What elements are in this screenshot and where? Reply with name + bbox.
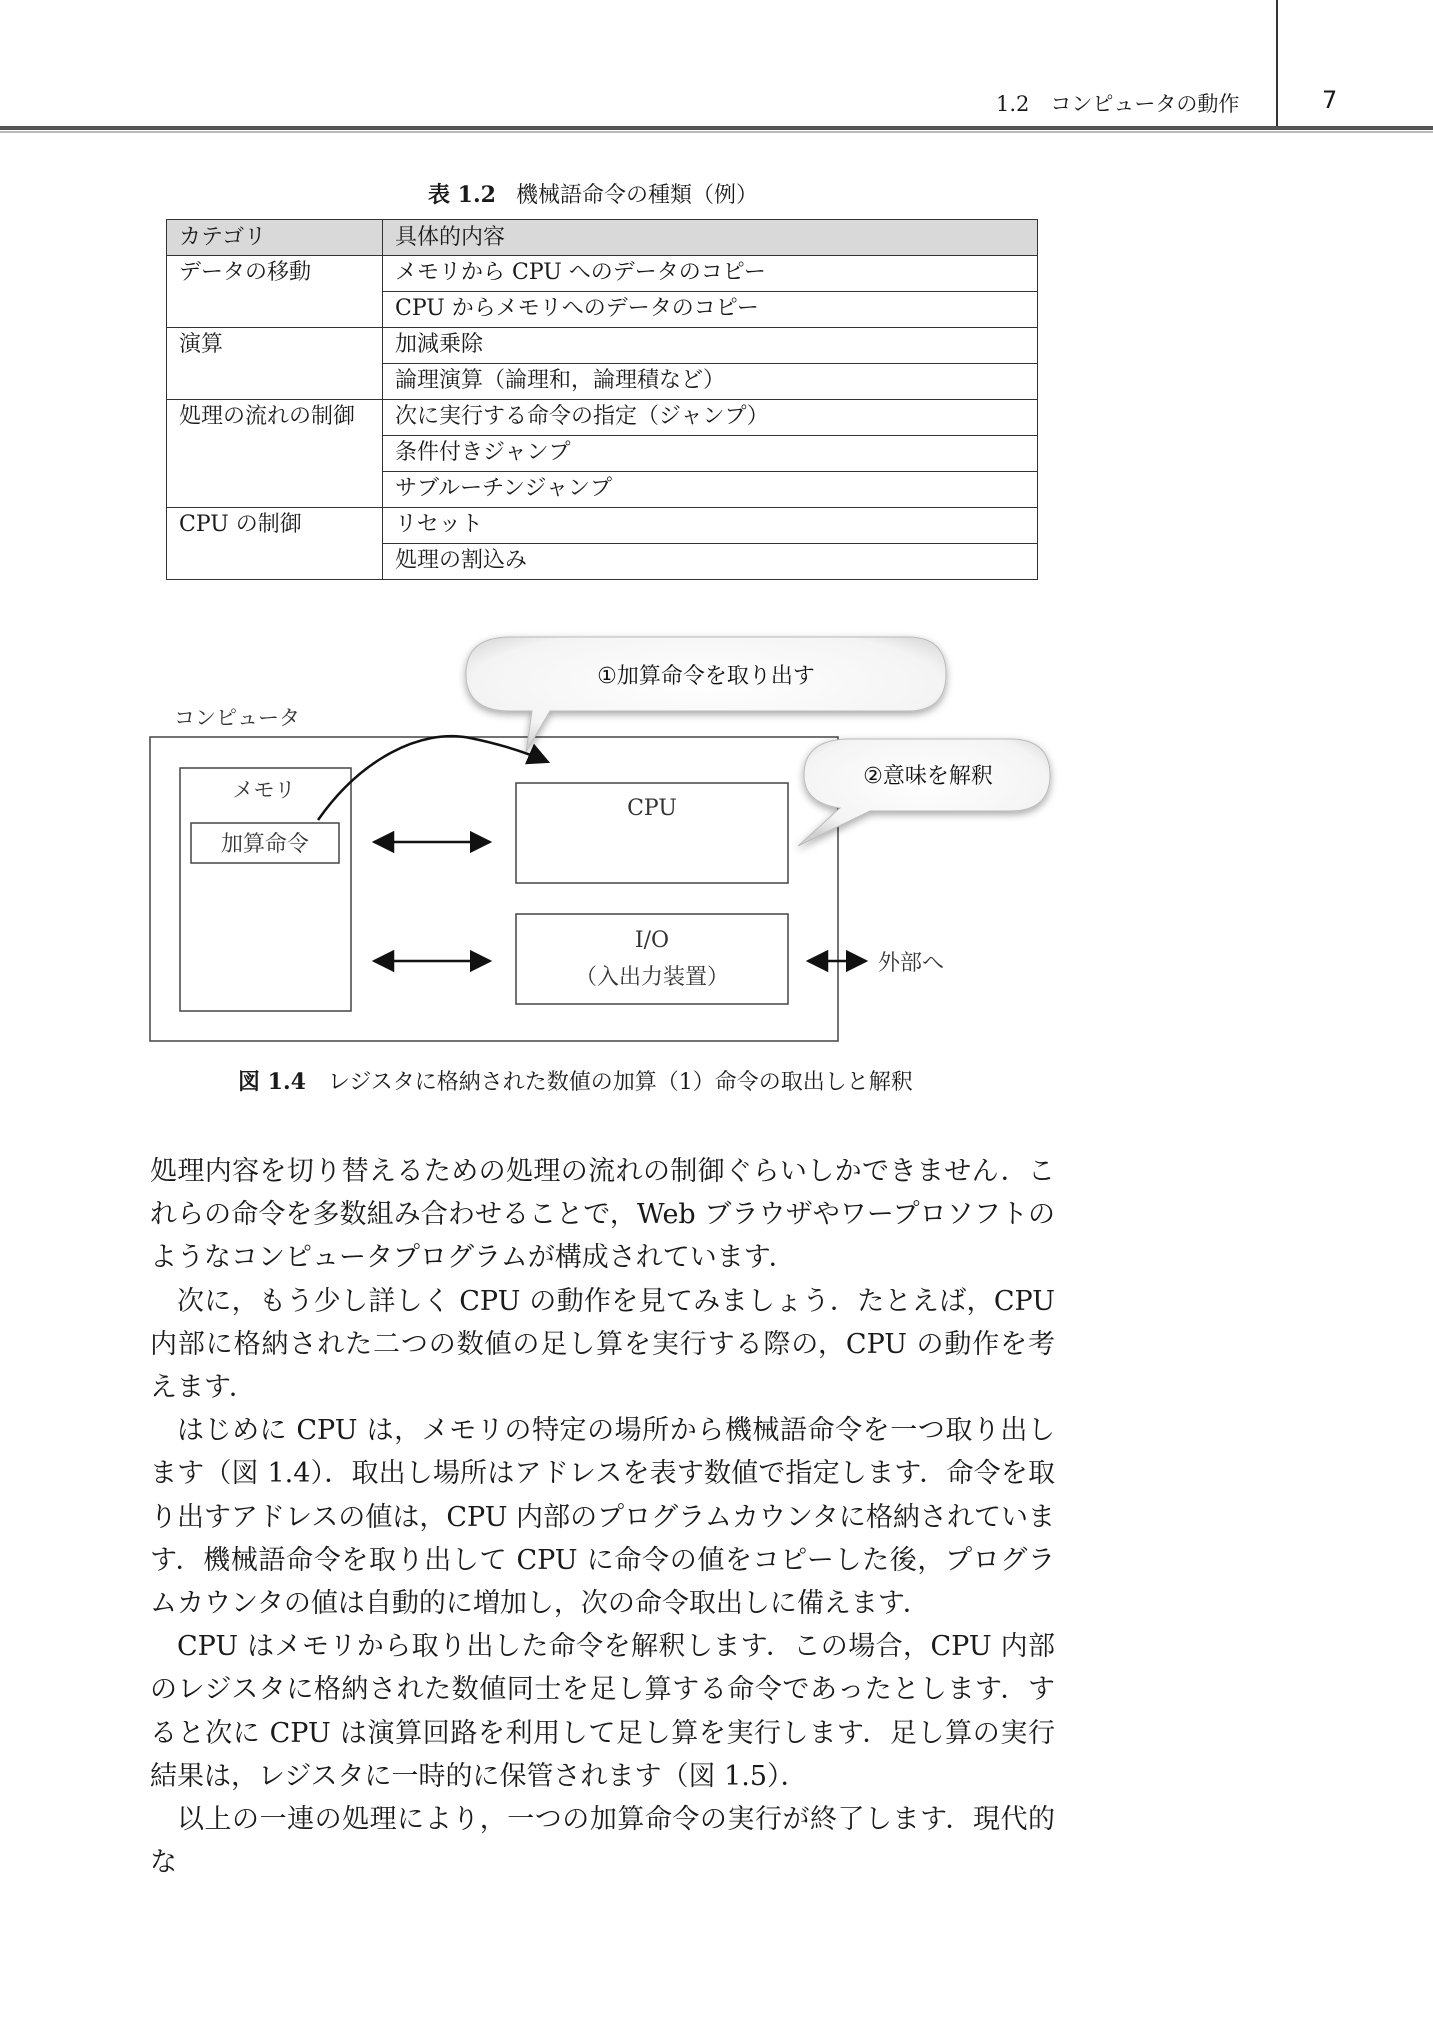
figure-caption bbox=[238, 1065, 913, 1096]
table-caption-title: 機械語命令の種類（例） bbox=[515, 183, 758, 208]
header-rule bbox=[0, 126, 1433, 130]
figure-caption-number: 図 1.4 bbox=[238, 1069, 306, 1095]
paragraph: 処理内容を切り替えるための処理の流れの制御ぐらいしかできません．これらの命令を多数組み合わせることで，Web ブラウザやワープロソフトのようなコンピュータプログラムが構成されています． bbox=[150, 1156, 1055, 1274]
header-vertical-rule bbox=[1276, 0, 1278, 128]
content-cell: 条件付きジャンプ bbox=[383, 436, 1038, 472]
table-row bbox=[167, 508, 1038, 544]
io-sublabel: （入出力装置） bbox=[574, 965, 730, 990]
header-rule-shadow bbox=[0, 131, 1433, 133]
content-cell: 処理の割込み bbox=[383, 544, 1038, 580]
table-row bbox=[167, 256, 1038, 292]
memory-box bbox=[180, 768, 351, 1011]
running-header-section: 1.2 コンピュータの動作 bbox=[996, 92, 1240, 116]
fetch-bubble bbox=[466, 637, 946, 752]
external-label: 外部へ bbox=[878, 951, 945, 976]
content-cell: メモリから CPU へのデータのコピー bbox=[383, 256, 1038, 292]
paragraph: 以上の一連の処理により，一つの加算命令の実行が終了します．現代的な bbox=[150, 1804, 1055, 1879]
table-header-row bbox=[167, 220, 1038, 256]
table-row bbox=[167, 328, 1038, 364]
body-text bbox=[150, 1150, 1055, 1884]
category-cell: CPU の制御 bbox=[167, 508, 383, 580]
figure-caption-title: レジスタに格納された数値の加算（1）命令の取出しと解釈 bbox=[327, 1070, 913, 1095]
fetch-arrow bbox=[318, 736, 548, 820]
page-number: 7 bbox=[1322, 86, 1338, 114]
content-cell: 論理演算（論理和，論理積など） bbox=[383, 364, 1038, 400]
table-caption bbox=[428, 178, 758, 209]
category-cell: 演算 bbox=[167, 328, 383, 400]
decode-bubble bbox=[798, 739, 1050, 846]
paragraph: はじめに CPU は，メモリの特定の場所から機械語命令を一つ取り出します（図 1.4）．取出し場所はアドレスを表す数値で指定します．命令を取り出すアドレスの値は，CPU 内部のプログラムカウンタに格納されています．機械語命令を取り出して CPU に命令の値をコピーした後，プログラムカウンタの値は自動的に増加し，次の命令取出しに備えます． bbox=[150, 1415, 1055, 1620]
computer-label: コンピュータ bbox=[174, 706, 300, 730]
instruction-types-table bbox=[166, 219, 1038, 580]
content-cell: リセット bbox=[383, 508, 1038, 544]
content-cell: サブルーチンジャンプ bbox=[383, 472, 1038, 508]
category-cell: データの移動 bbox=[167, 256, 383, 328]
content-cell: 加減乗除 bbox=[383, 328, 1038, 364]
paragraph: 次に，もう少し詳しく CPU の動作を見てみましょう．たとえば，CPU 内部に格納された二つの数値の足し算を実行する際の，CPU の動作を考えます． bbox=[150, 1285, 1055, 1404]
fetch-bubble-text: ①加算命令を取り出す bbox=[597, 664, 815, 689]
content-cell: 次に実行する命令の指定（ジャンプ） bbox=[383, 400, 1038, 436]
table-row bbox=[167, 400, 1038, 436]
table-caption-number: 表 1.2 bbox=[428, 182, 496, 208]
cpu-label: CPU bbox=[627, 796, 677, 821]
category-cell: 処理の流れの制御 bbox=[167, 400, 383, 508]
content-cell: CPU からメモリへのデータのコピー bbox=[383, 292, 1038, 328]
paragraph: CPU はメモリから取り出した命令を解釈します．この場合，CPU 内部のレジスタに格納された数値同士を足し算する命令であったとします．すると次に CPU は演算回路を利用して足し算を実行します．足し算の実行結果は，レジスタに一時的に保管されます（図 1.5）． bbox=[150, 1631, 1055, 1792]
io-label: I/O bbox=[634, 928, 670, 953]
memory-label: メモリ bbox=[232, 778, 296, 802]
column-header-content: 具体的内容 bbox=[383, 220, 1038, 256]
column-header-category: カテゴリ bbox=[167, 220, 383, 256]
decode-bubble-text: ②意味を解釈 bbox=[863, 764, 993, 789]
instruction-label: 加算命令 bbox=[220, 832, 310, 857]
